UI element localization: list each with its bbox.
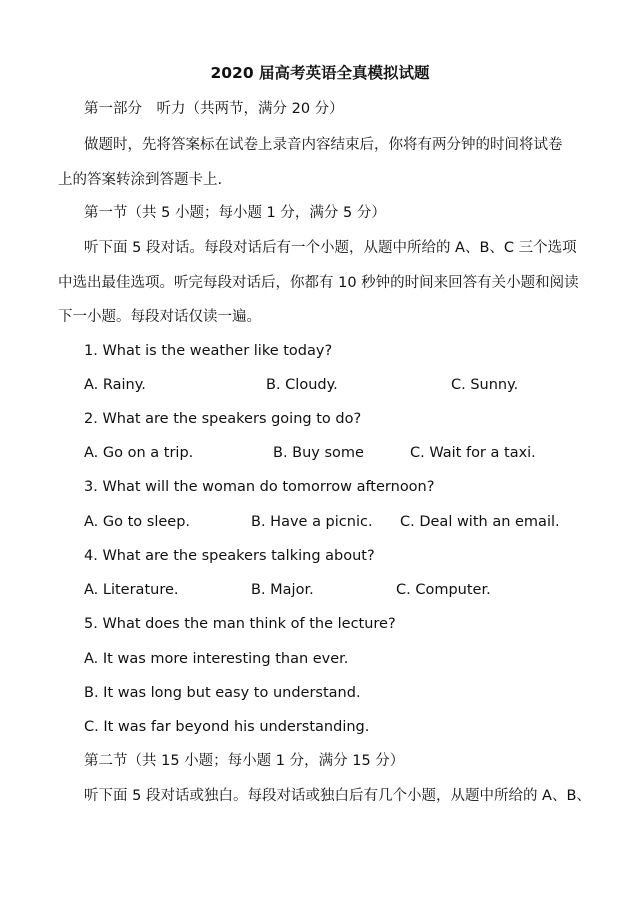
question-2-option-a: A. Go on a trip. xyxy=(84,445,194,461)
question-5-option-b: B. It was long but easy to understand. xyxy=(84,685,361,701)
instructions-line-1: 做题时，先将答案标在试卷上录音内容结束后，你将有两分钟的时间将试卷 xyxy=(84,137,563,153)
question-4-option-c: C. Computer. xyxy=(396,582,491,598)
section1-instructions-line-3: 下一小题。每段对话仅读一遍。 xyxy=(58,309,261,325)
question-5-option-c: C. It was far beyond his understanding. xyxy=(84,719,370,735)
section2-heading: 第二节（共 15 小题；每小题 1 分，满分 15 分） xyxy=(84,753,405,769)
question-4-option-a: A. Literature. xyxy=(84,582,179,598)
question-1-option-a: A. Rainy. xyxy=(84,377,146,393)
question-1-option-c: C. Sunny. xyxy=(451,377,519,393)
question-2-option-b: B. Buy some xyxy=(273,445,364,461)
question-1-option-b: B. Cloudy. xyxy=(266,377,338,393)
question-4-option-b: B. Major. xyxy=(251,582,314,598)
question-5-stem: 5. What does the man think of the lecture? xyxy=(84,616,396,632)
question-2-option-c: C. Wait for a taxi. xyxy=(410,445,536,461)
question-1-stem: 1. What is the weather like today? xyxy=(84,343,333,359)
question-3-stem: 3. What will the woman do tomorrow afternoon? xyxy=(84,479,435,495)
page-title: 2020 届高考英语全真模拟试题 xyxy=(210,64,430,82)
question-5-option-a: A. It was more interesting than ever. xyxy=(84,651,349,667)
question-3-option-b: B. Have a picnic. xyxy=(251,514,373,530)
section1-instructions-line-1: 听下面 5 段对话。每段对话后有一个小题，从题中所给的 A、B、C 三个选项 xyxy=(84,240,577,256)
instructions-line-2: 上的答案转涂到答题卡上. xyxy=(58,172,223,188)
question-3-option-a: A. Go to sleep. xyxy=(84,514,191,530)
question-3-option-c: C. Deal with an email. xyxy=(400,514,560,530)
part1-heading: 第一部分 听力（共两节，满分 20 分） xyxy=(84,101,344,117)
question-2-stem: 2. What are the speakers going to do? xyxy=(84,411,362,427)
section1-heading: 第一节（共 5 小题；每小题 1 分，满分 5 分） xyxy=(84,205,386,221)
question-4-stem: 4. What are the speakers talking about? xyxy=(84,548,375,564)
section1-instructions-line-2: 中选出最佳选项。听完每段对话后，你都有 10 秒钟的时间来回答有关小题和阅读 xyxy=(58,275,579,291)
section2-instructions-line-1: 听下面 5 段对话或独白。每段对话或独白后有几个小题，从题中所给的 A、B、 xyxy=(84,788,591,804)
